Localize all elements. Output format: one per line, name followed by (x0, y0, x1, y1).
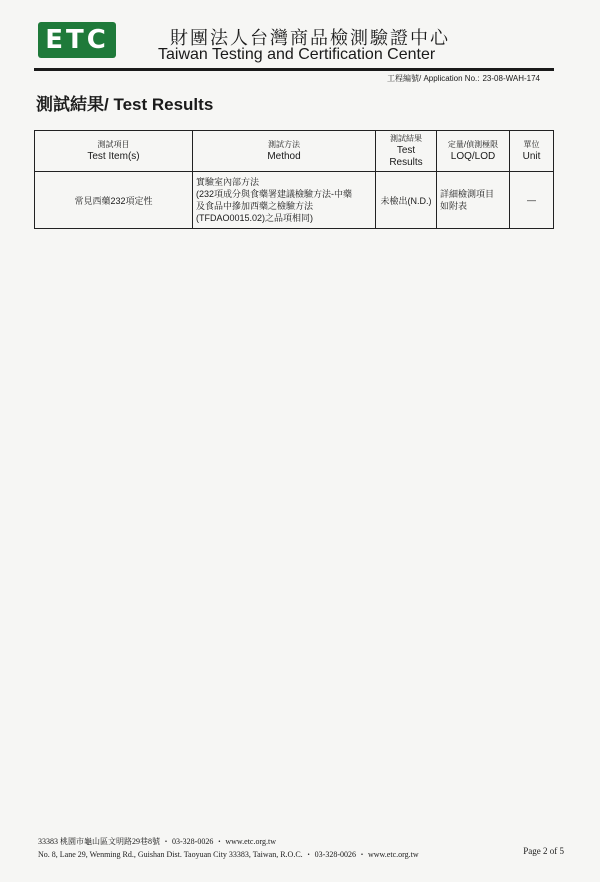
org-name-en: Taiwan Testing and Certification Center (158, 46, 436, 63)
org-name-zh: 財團法人台灣商品檢測驗證中心 (170, 28, 450, 49)
section-title: 測試結果/ Test Results (36, 95, 214, 114)
cell-unit: — (510, 172, 554, 229)
application-number (384, 73, 540, 84)
header-test-item (35, 131, 193, 172)
cell-loq-lod (437, 172, 510, 229)
header-label-en: LOQ/LOD (450, 151, 496, 162)
footer-address-zh: 33383 桃園市龜山區文明路29巷8號 ・ 03-328-0026 ・ www.etc.org.tw (38, 837, 276, 846)
logo-text: ETC (45, 25, 109, 55)
header-method (193, 131, 376, 172)
test-results-table (34, 130, 554, 229)
header-label-en: Unit (522, 151, 541, 162)
application-number-value: 23-08-WAH-174 (482, 74, 540, 83)
method-line: 實驗室內部方法 (196, 177, 260, 187)
table-header-row (35, 131, 554, 172)
footer-address-en: No. 8, Lane 29, Wenming Rd., Guishan Dist. Taoyuan City 33383, Taiwan, R.O.C. ・ 03-328-0026 ・ www.etc.org.tw (38, 850, 419, 859)
header-divider (34, 68, 554, 71)
cell-test-item: 常見西藥232項定性 (35, 172, 193, 229)
header-label-en: Test Item(s) (87, 151, 140, 162)
loq-line: 詳細檢測項目 (440, 189, 495, 199)
cell-method (193, 172, 376, 229)
cell-test-result: 未檢出(N.D.) (376, 172, 437, 229)
header-label-zh: 測試結果 (390, 134, 422, 143)
page-number: Page 2 of 5 (523, 846, 564, 856)
table-row (35, 172, 554, 229)
header-label-zh: 定量/偵測極限 (447, 140, 499, 149)
application-number-label: 工程編號/ Application No.: (387, 74, 480, 83)
header-loq-lod (437, 131, 510, 172)
method-line: (TFDAO0015.02)之品項相同) (196, 213, 314, 223)
header-label-en: Test Results (389, 145, 423, 168)
header-test-results (376, 131, 437, 172)
header-label-zh: 測試方法 (268, 140, 300, 149)
etc-logo (38, 22, 116, 58)
method-line: (232項成分與食藥署建議檢驗方法-中藥 (196, 189, 353, 199)
header-label-zh: 測試項目 (97, 140, 130, 149)
method-line: 及食品中摻加西藥之檢驗方法 (196, 201, 314, 211)
loq-line: 如附表 (440, 201, 468, 211)
header-label-zh: 單位 (523, 140, 540, 149)
header-label-en: Method (267, 151, 301, 162)
header-unit (510, 131, 554, 172)
